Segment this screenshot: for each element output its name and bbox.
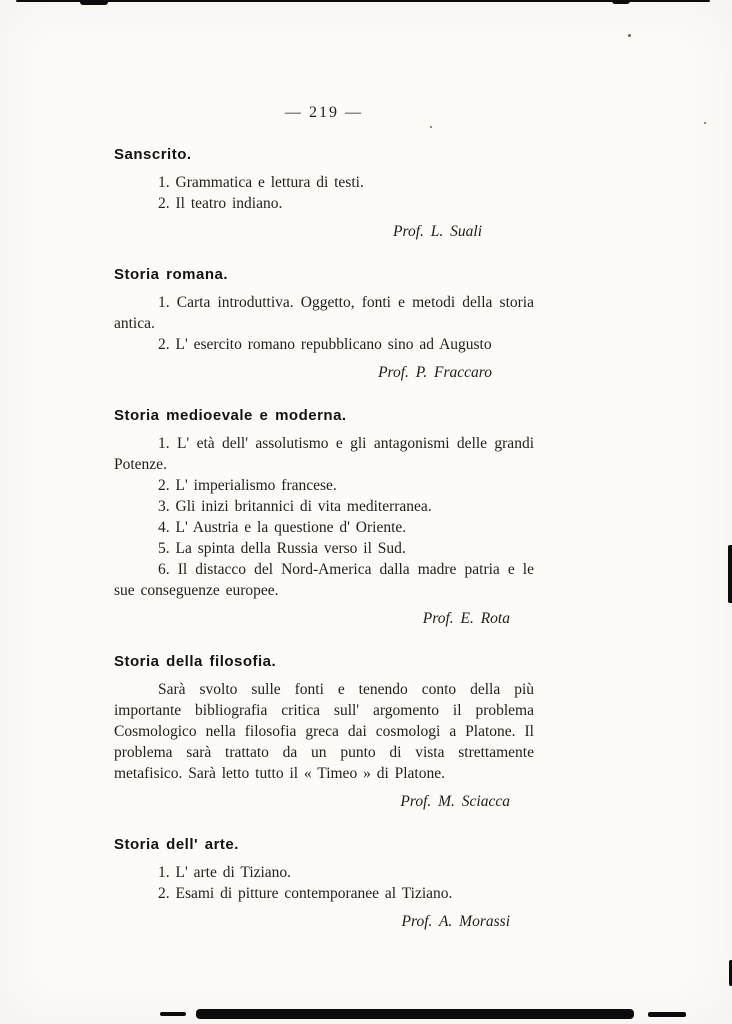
section-title: Sanscrito. [114,146,192,163]
course-description: Sarà svolto sulle fonti e tenendo conto della più importante bibliografia critica sull' argomento il problema Cosmologico nella filosofia greca dai cosmologi a Platone. Il problema sarà trattato da un punto di vista strettamente metafisico. Sarà letto tutto il « Timeo » di Platone. [114,681,534,782]
scan-artifact-top-blob [80,0,108,5]
section-storia-medioevale [114,407,534,629]
course-item: 1. Carta introduttiva. Oggetto, fonti e metodi della storia antica. [114,294,534,332]
section-sanscrito [114,146,534,242]
professor-signature: Prof. P. Fraccaro [378,364,492,381]
section-title: Storia medioevale e moderna. [114,407,347,424]
section-storia-arte [114,836,534,932]
scan-artifact-top-blob [612,0,630,4]
section-title: Storia dell' arte. [114,836,239,853]
page-number: — 219 — [285,104,363,121]
section-title: Storia romana. [114,266,229,283]
course-item: 4. L' Austria e la questione d' Oriente. [158,519,407,536]
section-title: Storia della filosofia. [114,653,277,670]
course-item: 1. L' età dell' assolutismo e gli antagonismi delle grandi Potenze. [114,435,534,473]
scan-artifact-bottom-strip [196,1009,634,1019]
course-item: 2. L' esercito romano repubblicano sino ad Augusto [158,336,492,353]
professor-signature: Prof. L. Suali [393,223,482,240]
scan-artifact-bottom-strip [648,1012,686,1017]
scan-artifact-bottom-strip [160,1012,186,1016]
scan-noise-dot [430,126,432,128]
course-item: 5. La spinta della Russia verso il Sud. [158,540,406,557]
course-item: 1. Grammatica e lettura di testi. [158,174,364,191]
professor-signature: Prof. M. Sciacca [400,793,510,810]
professor-signature: Prof. E. Rota [422,610,510,627]
course-item: 3. Gli inizi britannici di vita mediterranea. [158,498,432,515]
course-item: 2. Il teatro indiano. [158,195,283,212]
scan-artifact-right-edge [728,545,732,603]
professor-signature: Prof. A. Morassi [401,913,510,930]
course-item: 2. L' imperialismo francese. [158,477,337,494]
scan-noise-dot [704,122,706,124]
course-item: 6. Il distacco del Nord-America dalla madre patria e le sue conseguenze europee. [114,561,534,599]
section-storia-filosofia [114,653,534,812]
page-content [114,0,534,932]
scan-noise-dot [628,34,631,37]
course-item: 2. Esami di pitture contemporanee al Tiziano. [158,885,453,902]
section-storia-romana [114,266,534,383]
course-item: 1. L' arte di Tiziano. [158,864,292,881]
